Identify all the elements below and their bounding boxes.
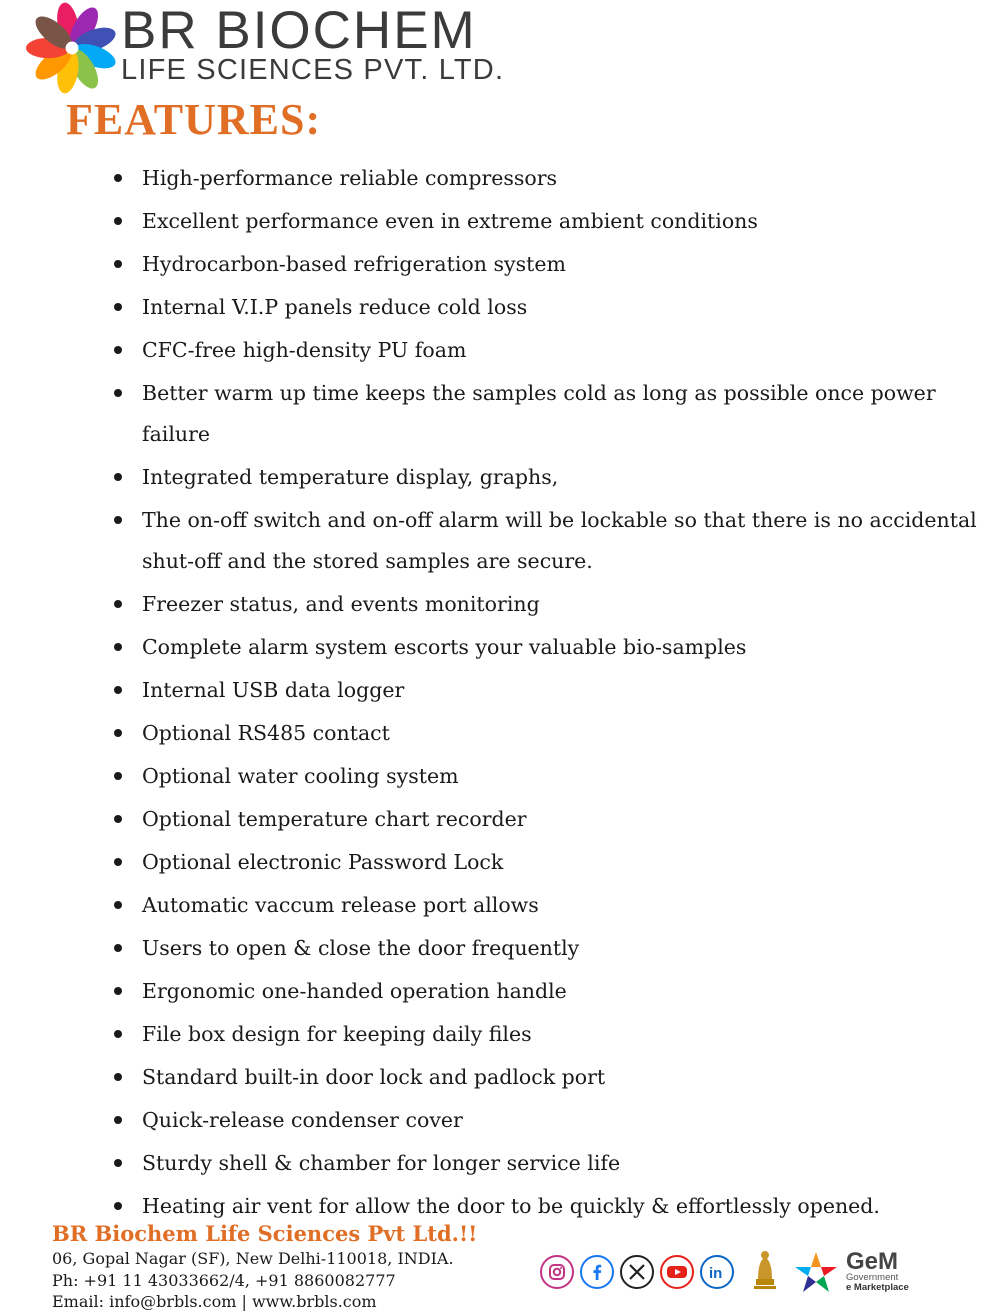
features-heading: FEATURES: [66, 95, 322, 144]
footer-email-web[interactable]: Email: info@brbls.com | www.brbls.com [52, 1292, 377, 1311]
gem-line1: Government [846, 1272, 899, 1283]
feature-item: Freezer status, and events monitoring [112, 584, 982, 625]
feature-item: High-performance reliable compressors [112, 158, 982, 199]
feature-item: Ergonomic one-handed operation handle [112, 971, 982, 1012]
instagram-icon[interactable] [540, 1255, 574, 1289]
feature-item: Integrated temperature display, graphs, [112, 457, 982, 498]
feature-item: Quick-release condenser cover [112, 1100, 982, 1141]
feature-item: Optional temperature chart recorder [112, 799, 982, 840]
feature-item: File box design for keeping daily files [112, 1014, 982, 1055]
footer-address: 06, Gopal Nagar (SF), New Delhi-110018, INDIA. [52, 1249, 454, 1268]
linkedin-icon[interactable] [700, 1255, 734, 1289]
feature-item: Excellent performance even in extreme ambient conditions [112, 201, 982, 242]
gem-title: GeM [846, 1248, 899, 1275]
company-name: BR BIOCHEM [121, 1, 477, 60]
x-icon[interactable] [620, 1255, 654, 1289]
company-logo [26, 2, 118, 94]
feature-item: Standard built-in door lock and padlock port [112, 1057, 982, 1098]
feature-item: The on-off switch and on-off alarm will be lockable so that there is no accidental shut-off and the stored samples are secure. [112, 500, 982, 582]
feature-item: Hydrocarbon-based refrigeration system [112, 244, 982, 285]
gem-logo-text [846, 1248, 909, 1293]
footer-contact [52, 1220, 477, 1313]
feature-item: Optional water cooling system [112, 756, 982, 797]
gem-line2: e Marketplace [846, 1282, 909, 1293]
feature-item: Optional electronic Password Lock [112, 842, 982, 883]
youtube-icon[interactable] [660, 1255, 694, 1289]
svg-text:in: in [709, 1265, 723, 1281]
feature-item: Automatic vaccum release port allows [112, 885, 982, 926]
gem-logo-icon [794, 1250, 838, 1294]
feature-item: Users to open & close the door frequently [112, 928, 982, 969]
features-list [112, 158, 982, 1229]
feature-item: Heating air vent for allow the door to be quickly & effortlessly opened. [112, 1186, 982, 1227]
social-icons [540, 1249, 909, 1295]
national-emblem-icon [750, 1249, 780, 1295]
feature-item: Better warm up time keeps the samples cold as long as possible once power failure [112, 373, 982, 455]
facebook-icon[interactable] [580, 1255, 614, 1289]
feature-item: Optional RS485 contact [112, 713, 982, 754]
footer-phone: Ph: +91 11 43033662/4, +91 8860082777 [52, 1270, 396, 1290]
feature-item: CFC-free high-density PU foam [112, 330, 982, 371]
company-subtitle: LIFE SCIENCES PVT. LTD. [121, 54, 505, 86]
feature-item: Internal USB data logger [112, 670, 982, 711]
feature-item: Internal V.I.P panels reduce cold loss [112, 287, 982, 328]
feature-item: Complete alarm system escorts your valuable bio-samples [112, 627, 982, 668]
footer-company: BR Biochem Life Sciences Pvt Ltd.!! [52, 1221, 478, 1246]
feature-item: Sturdy shell & chamber for longer service life [112, 1143, 982, 1184]
brand-block [121, 1, 505, 86]
